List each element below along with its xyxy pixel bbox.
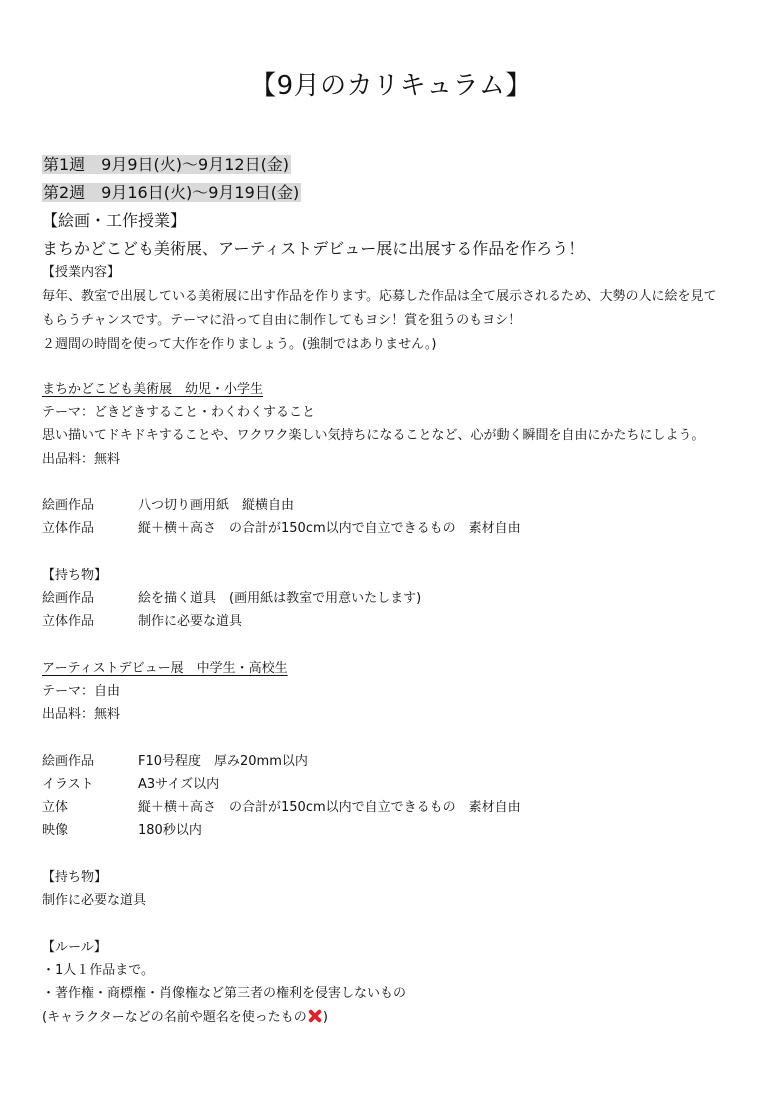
content-line-3: ２週間の時間を使って大作を作りましょう。(強制ではありません。): [42, 337, 437, 352]
week-row-2: [42, 181, 301, 205]
artist-theme: テーマ：自由: [42, 684, 121, 699]
machikado-work-label: 絵画作品: [42, 498, 95, 513]
artist-work-label: 絵画作品: [42, 754, 95, 769]
machikado-fee: 出品料：無料: [42, 452, 121, 467]
artist-belongings-heading: 【持ち物】: [42, 870, 108, 885]
machikado-belonging-value: 絵を描く道具 (画用紙は教室で用意いたします): [138, 591, 422, 606]
machikado-belonging-value: 制作に必要な道具: [138, 614, 243, 629]
machikado-belonging-label: 立体作品: [42, 614, 95, 629]
rule-item: ・著作権・商標権・肖像権など第三者の権利を侵害しないもの: [42, 986, 407, 1001]
artist-fee: 出品料：無料: [42, 707, 121, 722]
week-1-label: 第1週 9月9日(火)〜9月12日(金): [43, 155, 290, 174]
machikado-work-value: 縦＋横＋高さ の合計が150cm以内で自立できるもの 素材自由: [138, 521, 521, 536]
machikado-work-label: 立体作品: [42, 521, 95, 536]
artist-work-label: イラスト: [42, 777, 94, 792]
artist-work-value: F10号程度 厚み20mm以内: [138, 754, 308, 769]
artist-work-label: 立体: [42, 800, 69, 815]
artist-heading: アーティストデビュー展 中学生・高校生: [42, 661, 288, 676]
week-2-label: 第2週 9月16日(火)〜9月19日(金): [43, 183, 300, 202]
week-row-1: [42, 153, 291, 177]
artist-work-value: 180秒以内: [138, 823, 202, 838]
machikado-belonging-label: 絵画作品: [42, 591, 95, 606]
rule-note: [42, 1008, 328, 1028]
machikado-belongings-heading: 【持ち物】: [42, 568, 108, 583]
artist-section: [42, 659, 288, 679]
rules-heading: 【ルール】: [42, 940, 107, 955]
content-line-1: 毎年、教室で出展している美術展に出す作品を作ります。応募した作品は全て展示されるため、大勢の人に絵を見て: [42, 289, 717, 304]
machikado-work-value: 八つ切り画用紙 縦横自由: [138, 498, 295, 513]
artist-work-label: 映像: [42, 823, 69, 838]
red-cross-mark-icon: [308, 1009, 322, 1023]
lesson-tagline: まちかどこども美術展、アーティストデビュー展に出展する作品を作ろう！: [42, 239, 585, 258]
machikado-heading: まちかどこども美術展 幼児・小学生: [42, 382, 264, 397]
machikado-section: [42, 380, 263, 400]
page-title: 【9月のカリキュラム】: [250, 71, 532, 101]
machikado-theme: テーマ：どきどきすること・わくわくすること: [42, 405, 316, 420]
rule-note-close: ): [322, 1010, 328, 1025]
rule-note-text: (キャラクターなどの名前や題名を使ったもの: [42, 1010, 307, 1025]
artist-work-value: A3サイズ以内: [138, 777, 220, 792]
content-heading: 【授業内容】: [42, 265, 121, 280]
machikado-description: 思い描いてドキドキすることや、ワクワク楽しい気持ちになることなど、心が動く瞬間を自由にかたちにしよう。: [42, 428, 705, 443]
content-line-2: もらうチャンスです。テーマに沿って自由に制作してもヨシ！賞を狙うのもヨシ！: [42, 313, 522, 328]
artist-belongings-text: 制作に必要な道具: [42, 893, 147, 908]
lesson-heading: 【絵画・工作授業】: [42, 211, 187, 230]
artist-work-value: 縦＋横＋高さ の合計が150cm以内で自立できるもの 素材自由: [138, 800, 521, 815]
rule-item: ・1人１作品まで。: [42, 963, 155, 978]
